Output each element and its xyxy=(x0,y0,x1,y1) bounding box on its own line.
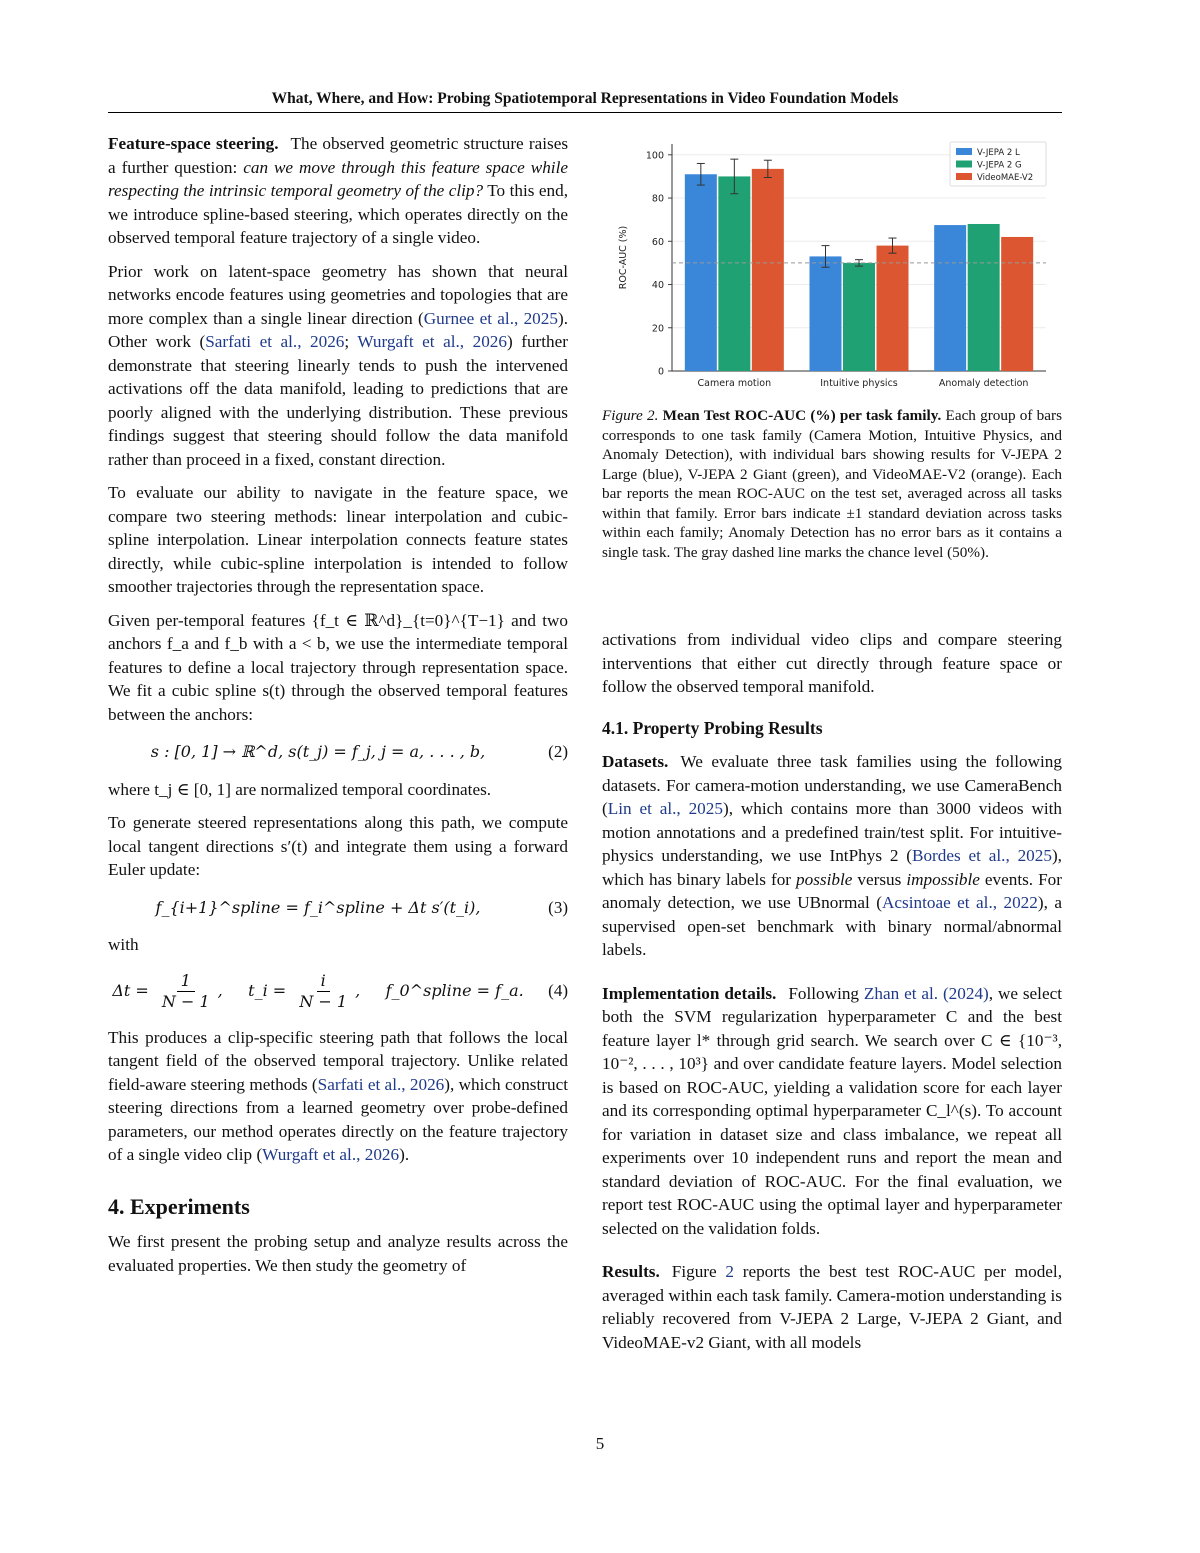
text-span: ), which has binary labels for xyxy=(602,846,1062,889)
y-tick-label: 60 xyxy=(651,236,664,248)
citation-link[interactable]: Zhan et al. (2024) xyxy=(863,983,989,1003)
paragraph-datasets xyxy=(602,750,1062,962)
text-span: The observed geometric structure raises a further question: xyxy=(108,134,569,177)
fraction xyxy=(295,971,351,1012)
text-span: ). Other work ( xyxy=(108,308,568,351)
text-span: Figure xyxy=(671,1262,726,1281)
section-heading-experiments: 4. Experiments xyxy=(108,1193,250,1219)
caption-text: Each group of bars corresponds to one task family (Camera Motion, Intuitive Physics, and Anomaly Detection), with individual bars showing results for V-JEPA 2 Large (blue), V-JEPA 2 Giant (green), and VideoMAE-V2 (orange). Each bar reports the mean ROC-AUC on the test set, averaged across all tasks within that family. Error bars indicate ±1 standard deviation across tasks within each family; Anomaly Detection has no error bars as it contains a single task. The gray dashed line marks the chance level (50%). xyxy=(602,407,1062,561)
emphasis: impossible xyxy=(906,869,980,889)
run-in-heading: Datasets. xyxy=(602,752,669,771)
figure-2-chart xyxy=(602,134,1062,396)
citation-link[interactable]: Wurgaft et al., 2026 xyxy=(262,1145,400,1164)
bar-chart xyxy=(602,134,1062,396)
bar xyxy=(1001,237,1033,371)
citation-link[interactable]: Acsintoae et al., 2022 xyxy=(882,893,1038,912)
paragraph-clip-specific xyxy=(108,1026,568,1167)
text-span: reports the best test ROC-AUC per model, averaged within each task family. Camera-motion understanding is reliably recovered from V-JEPA 2 Large, V-JEPA 2 Giant, and VideoMAE-v2 Giant, with all models xyxy=(602,1262,1063,1352)
text-span: ), which construct steering directions from a learned geometry over probe-defined parameters, our method operates directly on the feature trajectory of a single video clip ( xyxy=(108,1074,568,1164)
citation-link[interactable]: Bordes et al., 2025 xyxy=(912,846,1052,865)
equation-body: s : [0, 1] → ℝ^d, s(t_j) = f_j, j = a, . . . , b, xyxy=(150,742,486,761)
eq-term: t_i = xyxy=(248,980,287,1000)
legend-swatch xyxy=(956,148,972,155)
eq-term: Δt = xyxy=(112,980,149,1000)
y-axis-label: ROC-AUC (%) xyxy=(618,225,629,290)
legend-swatch xyxy=(956,161,972,168)
paragraph-feature-space-steering xyxy=(108,132,568,250)
fraction xyxy=(158,971,214,1012)
citation-link[interactable]: Wurgaft et al., 2026 xyxy=(357,332,507,351)
text-span: events. For anomaly detection, we use UBnormal ( xyxy=(602,869,1062,912)
figure-2-caption xyxy=(602,406,1062,562)
text-span: We evaluate three task families using the following datasets. For camera-motion understanding, we use CameraBench ( xyxy=(602,752,1062,818)
citation-link[interactable]: Sarfati et al., 2026 xyxy=(205,332,345,351)
emphasis: can we move through this feature space while respecting the intrinsic temporal geometry of the clip? xyxy=(108,157,568,200)
text-span: Prior work on latent-space geometry has shown that neural networks encode features using geometries and topologies that are more complex than a single linear direction ( xyxy=(108,261,568,328)
text-span: This produces a clip-specific steering path that follows the local tangent field of the observed temporal trajectory. Unlike related field-aware steering methods ( xyxy=(108,1027,568,1094)
paragraph-experiments-intro: We first present the probing setup and analyze results across the evaluated properties. We then study the geometry of xyxy=(108,1232,568,1275)
text-span: Following xyxy=(788,983,864,1003)
equation-number: (3) xyxy=(548,897,568,917)
figure-title: Mean Test ROC-AUC (%) per task family. xyxy=(662,407,942,424)
y-tick-label: 20 xyxy=(651,323,664,335)
equation-number: (2) xyxy=(548,742,568,761)
text-span: , we select both the SVM regularization hyperparameter C and the best feature layer l* through grid search. We search over C ∈ {10⁻³, 10⁻², . . . , 10³} and over candidate feature layers. Model selection is based on ROC-AUC, yielding a validation score for each layer and its corresponding optimal hyperparameter C_l^(s). To account for variation in dataset size and class imbalance, we repeat all experiments over 10 independent runs and report the mean and standard deviation of ROC-AUC. For the final evaluation, we report test ROC-AUC using the optimal layer and hyperparameter selected on the validation folds. xyxy=(602,983,1062,1238)
equation-3 xyxy=(108,896,568,920)
bar xyxy=(877,246,909,371)
paragraph-implementation xyxy=(602,982,1062,1241)
paragraph-prior-work xyxy=(108,260,568,472)
equation-2 xyxy=(108,740,568,764)
emphasis: possible xyxy=(796,869,853,889)
x-tick-label: Intuitive physics xyxy=(820,378,898,389)
x-tick-label: Anomaly detection xyxy=(938,378,1029,389)
run-in-heading: Feature-space steering. xyxy=(108,134,279,153)
y-tick-label: 100 xyxy=(645,150,664,162)
figure-reference-link[interactable]: 2 xyxy=(725,1262,734,1281)
citation-link[interactable]: Gurnee et al., 2025 xyxy=(423,308,558,328)
paragraph-where: where t_j ∈ [0, 1] are normalized temporal coordinates. xyxy=(108,779,492,799)
header-rule xyxy=(108,112,1062,113)
left-column xyxy=(108,132,568,1287)
numerator: 1 xyxy=(177,971,195,992)
paragraph-generate: To generate steered representations along this path, we compute local tangent directions s′(t) and integrate them using a forward Euler update: xyxy=(108,813,568,879)
denominator: N − 1 xyxy=(161,991,210,1011)
text-span: ). xyxy=(399,1145,410,1164)
legend-entry: V-JEPA 2 L xyxy=(977,148,1020,158)
legend-swatch xyxy=(956,173,972,180)
bar xyxy=(843,263,875,371)
bar xyxy=(752,169,784,371)
right-column xyxy=(602,628,1062,1364)
legend-entry: VideoMAE-V2 xyxy=(977,173,1034,183)
paragraph-steering-methods: To evaluate our ability to navigate in the feature space, we compare two steering methods: linear interpolation and cubic-spline interpolation. Linear interpolation connects feature states directly, while cubic-spline interpolation is intended to follow smoother trajectories through the representation space. xyxy=(108,483,568,596)
equation-number: (4) xyxy=(548,981,568,1001)
text-span: versus xyxy=(852,869,907,889)
x-tick-label: Camera motion xyxy=(697,378,772,389)
text-span: ) further demonstrate that steering linearly tends to push the intervened activations off the data manifold, leading to predictions that are poorly aligned with the underlying distribution. These previous findings suggest that steering should follow the data manifold rather than proceed in a fixed, constant direction. xyxy=(108,332,569,469)
text-span: ; xyxy=(344,332,358,351)
running-head: What, Where, and How: Probing Spatiotemporal Representations in Video Foundation Models xyxy=(271,90,899,107)
bar xyxy=(718,176,750,371)
text-span: ), a supervised open-set benchmark with binary normal/abnormal labels. xyxy=(602,893,1062,959)
paragraph-with: with xyxy=(108,935,139,954)
bar xyxy=(968,224,1000,371)
bar xyxy=(685,174,717,371)
paragraph-results xyxy=(602,1260,1062,1354)
text-span: ), which contains more than 3000 videos with motion annotations and a predefined train/test split. For intuitive-physics understanding, we use IntPhys 2 ( xyxy=(602,799,1062,865)
paragraph-given-features: Given per-temporal features {f_t ∈ ℝ^d}_{t=0}^{T−1} and two anchors f_a and f_b with a < b, we use the intermediate temporal features to define a local trajectory through representation space. We fit a cubic spline s(t) through the observed temporal features between the anchors: xyxy=(108,610,568,724)
equation-body: f_{i+1}^spline = f_i^spline + Δt s′(t_i), xyxy=(155,897,481,917)
eq-term: f_0^spline = f_a. xyxy=(385,980,524,1000)
y-tick-label: 40 xyxy=(651,280,664,292)
numerator: i xyxy=(317,971,330,992)
paragraph-activations: activations from individual video clips and compare steering interventions that either cut directly through feature space or follow the observed temporal manifold. xyxy=(602,630,1062,696)
denominator: N − 1 xyxy=(299,991,348,1011)
equation-body: Δt = $\frac{1}{N - 1}$ , t_i = $\frac{i}{N - 1}$ , f_0^spline = f_a. xyxy=(112,970,524,1011)
citation-link[interactable]: Lin et al., 2025 xyxy=(607,799,723,818)
legend-entry: V-JEPA 2 G xyxy=(977,160,1022,171)
subsection-heading-probing-results: 4.1. Property Probing Results xyxy=(602,717,823,738)
y-tick-label: 0 xyxy=(657,366,664,378)
bar xyxy=(934,225,966,371)
run-in-heading: Results. xyxy=(602,1262,660,1281)
figure-label: Figure 2. xyxy=(602,407,659,424)
equation-4 xyxy=(108,971,568,1012)
run-in-heading: Implementation details. xyxy=(602,983,777,1003)
citation-link[interactable]: Sarfati et al., 2026 xyxy=(317,1074,445,1094)
text-span: To this end, we introduce spline-based steering, which operates directly on the observed temporal feature trajectory of a single video. xyxy=(108,181,568,247)
y-tick-label: 80 xyxy=(651,193,664,205)
page-number: 5 xyxy=(595,1434,605,1453)
bar xyxy=(810,256,842,371)
